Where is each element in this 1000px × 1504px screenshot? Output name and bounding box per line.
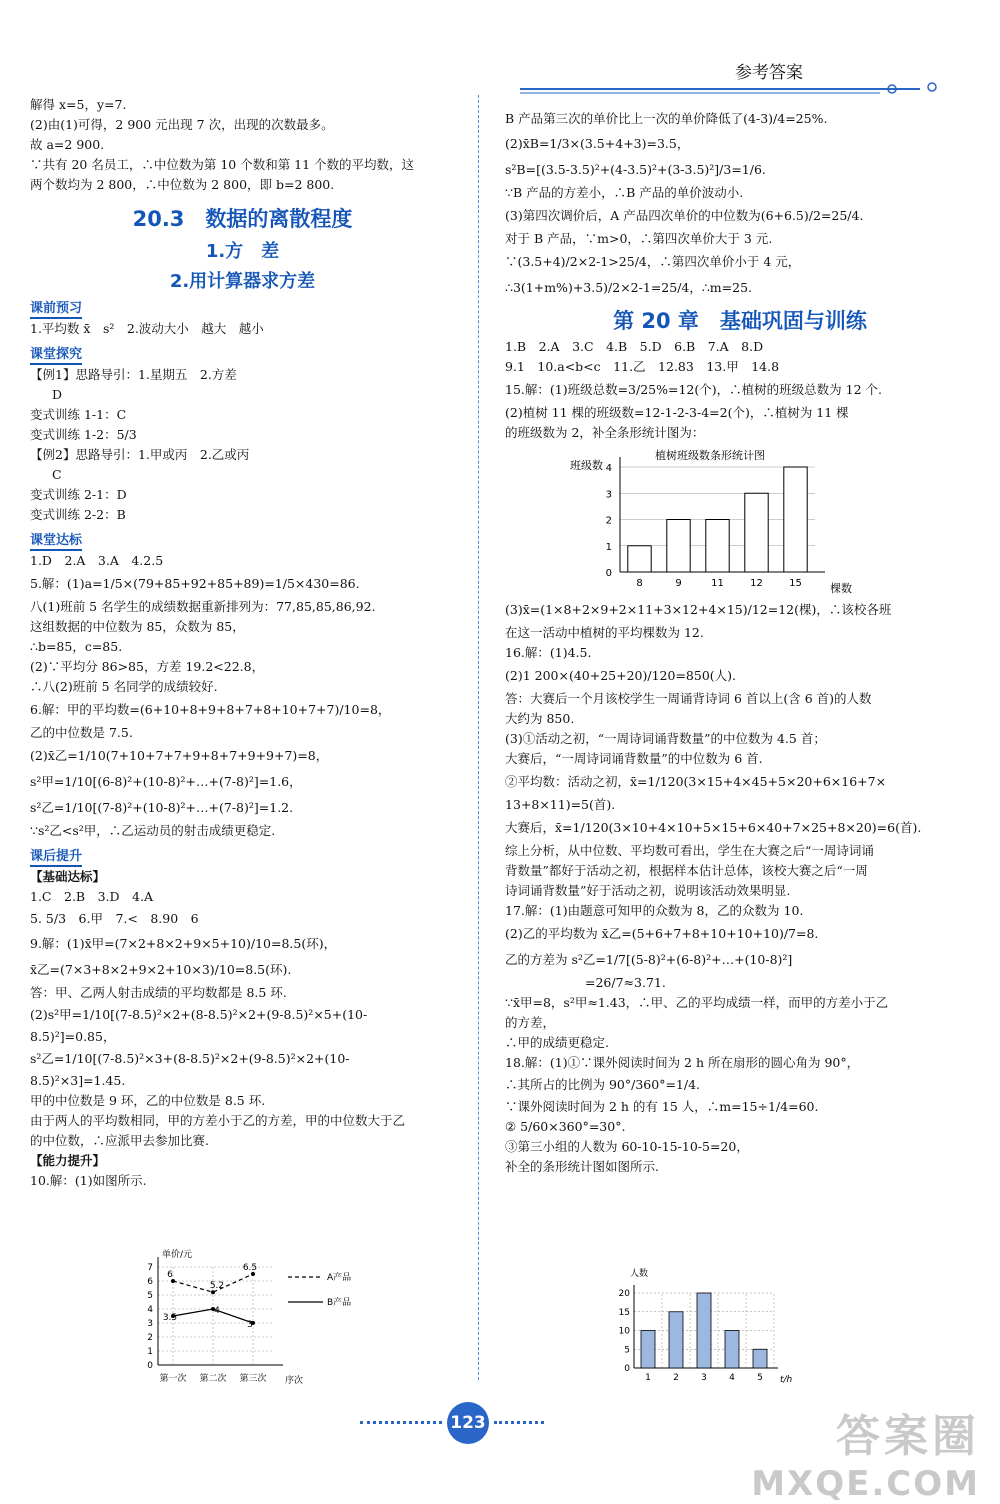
chapter-title: 第 20 章 基础巩固与训练 [613,309,867,333]
tag-class: 课堂达标 [30,529,82,551]
text-line: 变式训练 1-1：C [30,407,127,422]
x-tick-label: 第二次 [199,1374,227,1384]
y-tick-label: 0 [605,568,612,579]
y-tick-label: 2 [605,515,612,527]
text-line: (2)s²甲=1/10[(7-8.5)²×2+(8-8.5)²×2+(9-8.5)²×5+(10- [30,1007,368,1022]
text-line: s²甲=1/10[(6-8)²+(10-8)²+…+(7-8)²]=1.6， [30,774,302,789]
text-line: x̄乙=(7×3+8×2+9×2+10×3)/10=8.5(环). [30,962,292,977]
text-line: 大赛后，x̄=1/120(3×10+4×10+5×15+6×40+7×25+8×20)=6(首). [505,820,922,835]
tag-preview: 课前预习 [30,297,82,319]
x-axis-label: 序次 [285,1376,304,1386]
watermark-line-1: 答案圈 [836,1411,980,1462]
bar [784,467,807,572]
text-line: 【能力提升】 [30,1153,106,1168]
text-line: (2)1 200×(40+25+20)/120=850(人). [505,668,737,683]
text-line: 16.解：(1)4.5. [505,645,592,660]
data-label: 4 [214,1306,220,1316]
text-line: 1.D 2.A 3.A 4.2.5 [30,553,164,568]
y-tick-label: 0 [624,1364,630,1374]
text-line: 由于两人的平均数相同，甲的方差小于乙的方差，甲的中位数大于乙 [30,1113,406,1128]
data-label: 6.5 [242,1263,258,1273]
x-tick-label: 8 [636,578,643,589]
text-line: (2)x̄B=1/3×(3.5+4+3)=3.5， [505,136,690,151]
text-line: D [52,387,63,402]
text-line: =26/7≈3.71. [585,975,666,990]
text-line: 在这一活动中植树的平均棵数为 12. [505,625,704,640]
tree-bar-chart [560,447,860,597]
text-line: 15.解：(1)班级总数=3/25%=12(个)，∴植树的班级总数为 12 个. [505,382,882,397]
subsection-title: 1.方 差 [205,241,280,262]
text-line: (2)植树 11 棵的班级数=12-1-2-3-4=2(个)，∴植树为 11 棵 [505,405,849,420]
text-line: B 产品第三次的单价比上一次的单价降低了(4-3)/4=25%. [505,111,828,126]
x-axis-label: 棵数 [830,582,852,595]
text-line: 9.解：(1)x̄甲=(7×2+8×2+9×5+10)/10=8.5(环)， [30,936,337,951]
bar [706,520,729,573]
text-line: 补全的条形统计图如图所示. [505,1159,659,1174]
text-line: (2)乙的平均数为 x̄乙=(5+6+7+8+10+10+10)/7=8. [505,926,819,941]
y-tick-label: 0 [147,1361,153,1371]
x-axis-label: t/h [780,1375,793,1385]
text-line: 8.5)²]=0.85， [30,1029,116,1044]
tag-after: 课后提升 [30,845,82,867]
section-title: 20.3 数据的离散程度 [132,207,353,231]
data-label: 5.2 [209,1281,225,1292]
watermark-line-2: MXQE.COM [751,1464,980,1504]
x-tick-label: 12 [750,578,763,589]
text-line: 这组数据的中位数为 85，众数为 85， [30,619,245,634]
y-axis-label: 班级数 [570,459,603,472]
y-tick-label: 15 [618,1307,630,1318]
left-top-block [30,95,455,195]
text-line: ②平均数：活动之初，x̄=1/120(3×15+4×45+5×20+6×16+7× [505,774,887,789]
y-tick-label: 2 [147,1333,153,1343]
text-line: 18.解：(1)①∵课外阅读时间为 2 h 所在扇形的圆心角为 90°， [505,1055,860,1070]
y-tick-label: 4 [605,463,612,474]
text-line: ∵共有 20 名员工，∴中位数为第 10 个数和第 11 个数的平均数，这 [30,157,415,172]
text-line: ∴甲的成绩更稳定. [505,1035,609,1050]
x-tick-label: 2 [673,1373,679,1383]
right-column [505,107,975,1177]
text-line: ② 5/60×360°=30°. [505,1119,626,1134]
bar [753,1349,767,1368]
text-line: 变式训练 2-2：B [30,507,126,522]
y-axis-label: 单价/元 [162,1250,193,1260]
text-line: C [52,467,62,482]
legend-label: A产品 [327,1273,352,1283]
text-line: 【例2】思路导引：1.甲或丙 2.乙或丙 [30,447,250,462]
text-line: 1.C 2.B 3.D 4.A [30,889,154,904]
x-tick-label: 第三次 [239,1374,267,1384]
reading-time-bar-chart [612,1268,802,1388]
y-axis-label: 人数 [630,1269,649,1279]
text-line: ∵s²乙<s²甲，∴乙运动员的射击成绩更稳定. [30,823,276,838]
text-line: 乙的方差为 s²乙=1/7[(5-8)²+(6-8)²+…+(10-8)²] [505,952,793,967]
page-number-dots-right [494,1421,544,1428]
text-line: 17.解：(1)由题意可知甲的众数为 8，乙的众数为 10. [505,903,804,918]
text-line: s²乙=1/10[(7-8.5)²×3+(8-8.5)²×2+(9-8.5)²×2+(10- [30,1051,350,1066]
page-number-dots-left [360,1421,442,1428]
y-tick-label: 3 [147,1319,153,1329]
y-tick-label: 4 [147,1305,153,1315]
text-line: s²B=[(3.5-3.5)²+(4-3.5)²+(3-3.5)²]/3=1/6. [505,162,766,177]
text-line: (3)第四次调价后，A 产品四次单价的中位数为(6+6.5)/2=25/4. [505,208,864,223]
x-tick-label: 15 [789,578,802,589]
text-line: ∵x̄甲=8，s²甲≈1.43，∴甲、乙的平均成绩一样，而甲的方差小于乙 [505,995,889,1010]
text-line: 【例1】思路导引：1.星期五 2.方差 [30,367,237,382]
y-tick-label: 20 [618,1289,630,1299]
bar [667,520,690,573]
x-tick-label: 1 [645,1373,651,1383]
text-line: 对于 B 产品，∵m>0，∴第四次单价大于 3 元. [505,231,773,246]
text-line: ③第三小组的人数为 60-10-15-10-5=20， [505,1139,749,1154]
y-tick-label: 6 [147,1277,153,1287]
text-line: ∴3(1+m%)+3.5)/2×2-1=25/4，∴m=25. [505,280,753,295]
text-line: 答：甲、乙两人射击成绩的平均数都是 8.5 环. [30,985,287,1000]
subsection-title: 2.用计算器求方差 [169,271,316,292]
y-tick-label: 3 [605,489,612,501]
text-line: 9.1 10.a<b<c 11.乙 12.83 13.甲 14.8 [505,359,780,374]
text-line: ∵(3.5+4)/2×2-1>25/4，∴第四次单价小于 4 元， [505,254,801,269]
bar [725,1331,739,1369]
text-line: ∴其所占的比例为 90°/360°=1/4. [505,1077,701,1092]
text-line: 10.解：(1)如图所示. [30,1173,147,1188]
text-line: ∴八(2)班前 5 名同学的成绩较好. [30,679,218,694]
data-label: 3 [247,1320,253,1330]
text-line: 6.解：甲的平均数=(6+10+8+9+8+7+8+10+7+7)/10=8， [30,702,391,717]
tag-explore: 课堂探究 [30,343,82,365]
text-line: 解得 x=5，y=7. [30,97,127,112]
y-tick-label: 1 [147,1347,153,1357]
column-divider [478,95,479,1380]
text-line: 乙的中位数是 7.5. [30,725,133,740]
text-line: 5. 5/3 6.甲 7.< 8.90 6 [30,911,199,926]
x-tick-label: 9 [675,578,682,589]
text-line: ∵B 产品的方差小，∴B 产品的单价波动小. [505,185,744,200]
text-line: 5.解：(1)a=1/5×(79+85+92+85+89)=1/5×430=86. [30,576,360,591]
text-line: 1.平均数 x̄ s² 2.波动大小 越大 越小 [30,321,264,336]
text-line: (3)x̄=(1×8+2×9+2×11+3×12+4×15)/12=12(棵)，∴该校各班 [505,602,892,617]
text-line: (2)由(1)可得，2 900 元出现 7 次，出现的次数最多。 [30,117,334,132]
watermark-logo [751,1400,980,1504]
x-tick-label: 4 [729,1373,735,1383]
y-tick-label: 7 [147,1263,153,1273]
left-column [30,95,455,1191]
text-line: 【基础达标】 [30,869,106,884]
legend-label: B产品 [327,1298,352,1308]
text-line: 大赛后，“一周诗词诵背数量”的中位数为 6 首. [505,751,763,766]
text-line: 故 a=2 900. [30,137,105,152]
x-tick-label: 第一次 [159,1374,187,1384]
bar [669,1312,683,1368]
bar [641,1331,655,1369]
chart-title: 植树班级数条形统计图 [655,449,765,462]
text-line: 8.5)²×3]=1.45. [30,1073,126,1088]
text-line: ∴b=85，c=85. [30,639,123,654]
text-line: 变式训练 2-1：D [30,487,127,502]
text-line: (3)①活动之初，“一周诗词诵背数量”的中位数为 4.5 首； [505,731,826,746]
bar [697,1293,711,1368]
text-line: 背数量”都好于活动之初，根据样本估计总体，该校大赛之后“一周 [505,863,868,878]
y-tick-label: 1 [605,541,612,553]
text-line: (2)x̄乙=1/10(7+10+7+7+9+8+7+9+9+7)=8， [30,748,329,763]
header-decoration [520,82,940,96]
text-line: 甲的中位数是 9 环，乙的中位数是 8.5 环. [30,1093,266,1108]
price-line-chart [140,1247,390,1387]
text-line: 的中位数，∴应派甲去参加比赛. [30,1133,209,1148]
text-line: 的班级数为 2，补全条形统计图为： [505,425,705,440]
text-line: 两个数均为 2 800，∴中位数为 2 800，即 b=2 800. [30,177,335,192]
x-tick-label: 11 [711,578,724,589]
text-line: s²乙=1/10[(7-8)²+(10-8)²+…+(7-8)²]=1.2. [30,800,294,815]
y-tick-label: 5 [624,1345,630,1356]
bar [745,493,768,572]
text-line: 的方差， [505,1015,556,1030]
text-line: 变式训练 1-2：5/3 [30,427,137,442]
bar [628,546,651,572]
text-line: 13+8×11)=5(首). [505,797,616,812]
page-number: 123 [447,1402,489,1444]
text-line: ∵课外阅读时间为 2 h 的有 15 人，∴m=15÷1/4=60. [505,1099,819,1114]
right-after-block [505,597,975,1177]
text-line: 八(1)班前 5 名学生的成绩数据重新排列为：77,85,85,86,92. [30,599,376,614]
text-line: 大约为 850. [505,711,575,726]
page-header-title: 参考答案 [735,63,803,83]
text-line: (2)∵平均分 86>85，方差 19.2<22.8， [30,659,265,674]
data-label: 6 [167,1270,173,1280]
text-line: 综上分析，从中位数、平均数可看出，学生在大赛之后“一周诗词诵 [505,843,874,858]
y-tick-label: 10 [618,1326,630,1337]
x-tick-label: 5 [757,1373,763,1383]
text-line: 答：大赛后一个月该校学生一周诵背诗词 6 首以上(含 6 首)的人数 [505,691,872,706]
text-line: 诗词诵背数量”好于活动之初，说明该活动效果明显. [505,883,791,898]
text-line: 1.B 2.A 3.C 4.B 5.D 6.B 7.A 8.D [505,339,764,354]
x-tick-label: 3 [701,1373,707,1383]
data-label: 3.5 [162,1313,178,1323]
y-tick-label: 5 [147,1291,153,1301]
